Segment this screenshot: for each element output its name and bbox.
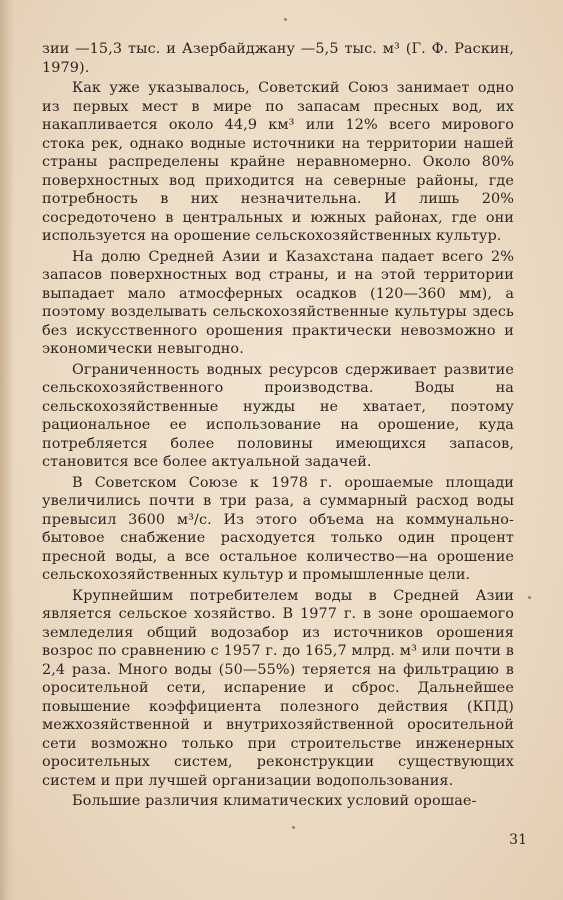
paragraph: Крупнейшим потребителем воды в Средней Азии является сельское хозяйство. В 1977 г. в зоне орошаемого земледелия общий водозабор из источников орошения возрос по сравнению с 1957 г. до 165,7 млрд. м³ или почти в 2,4 раза. Много воды (50—55%) теряется на фильтрацию в оросительной сети, испарение и сброс. Дальнейшее повышение коэффициента полезного действия (КПД) межхозяйственной и внутрихозяйственной оросительной сети возможно только при строительстве инженерных оросительных систем, реконструкции существующих систем и при лучшей организации водопользования. <box>42 587 514 789</box>
page-edge-shadow <box>0 0 14 900</box>
paragraph-truncated: Большие различия климатических условий орошае- <box>72 793 477 809</box>
paragraph: На долю Средней Азии и Казахстана падает всего 2% запасов поверхностных вод страны, и на этой территории выпадает мало атмосферных осадков (120—360 мм), а поэтому возделывать сельскохозяйственные культуры здесь без искусственного орошения практически невозможно и экономически невыгодно. <box>42 248 514 357</box>
body-text <box>42 40 514 813</box>
paragraph-continuation: зии —15,3 тыс. и Азербайджану —5,5 тыс. м³ (Г. Ф. Раскин, 1979). <box>42 41 514 76</box>
page-number: 31 <box>509 832 527 848</box>
paragraph: В Советском Союзе к 1978 г. орошаемые площади увеличились почти в три раза, а суммарный расход воды превысил 3600 м³/с. Из этого объема на коммунально-бытовое снабжение расходуется только один процент пресной воды, а все остальное количество—на орошение сельскохозяйственных культур и промышленные цели. <box>42 474 514 583</box>
print-speck <box>284 18 287 21</box>
print-speck <box>528 596 531 599</box>
print-speck <box>292 826 295 829</box>
paragraph: Ограниченность водных ресурсов сдерживает развитие сельскохозяйственного производства. Воды на сельскохозяйственные нужды не хватает, поэтому рациональное ее использование на орошение, куда потребляется более половины имеющихся запасов, становится все более актуальной задачей. <box>42 361 514 470</box>
paragraph: Как уже указывалось, Советский Союз занимает одно из первых мест в мире по запасам пресных вод, их накапливается около 44,9 км³ или 12% всего мирового стока рек, однако водные источники на территории нашей страны распределены крайне неравномерно. Около 80% поверхностных вод приходится на северные районы, где потребность в них незначительна. И лишь 20% сосредоточено в центральных и южных районах, где они используется на орошение сельскохозяйственных культур. <box>42 80 514 244</box>
